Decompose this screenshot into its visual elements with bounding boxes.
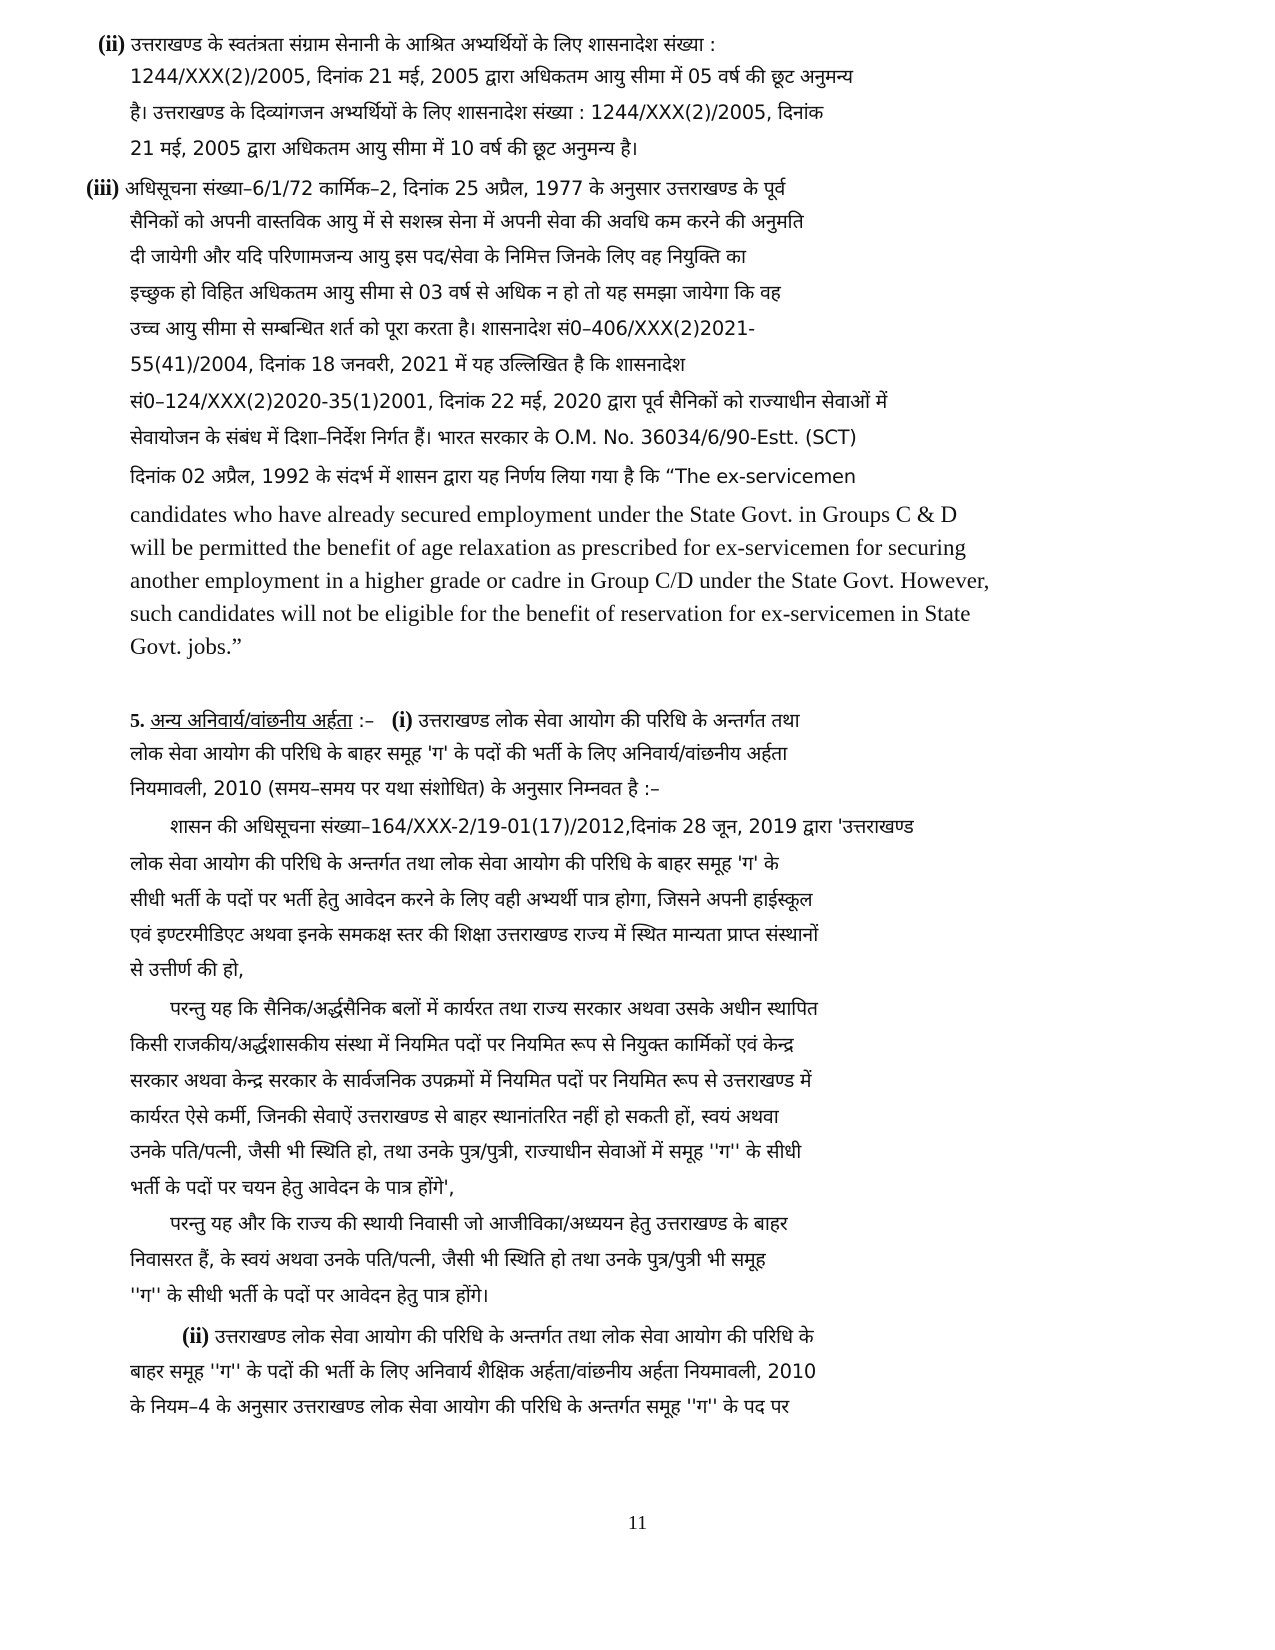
section-5-line-14: भर्ती के पदों पर चयन हेतु आवेदन के पात्र होंगे', [130,1176,455,1199]
para-iii-line-7: सं0–124/XXX(2)2020-35(1)2001, दिनांक 22 मई, 2020 द्वारा पूर्व सैनिकों को राज्याधीन सेवाओं में [130,390,888,413]
para-iii-line-2: सैनिकों को अपनी वास्तविक आयु में से सशस्त्र सेना में अपनी सेवा की अवधि कम करने की अनुमति [130,210,804,233]
para-ii-line-1 [98,28,1080,61]
item-marker-i: (i) [391,707,413,732]
para-iii-line-13: such candidates will not be eligible for the benefit of reservation for ex-servicemen in State [130,601,971,626]
para-iii-line-9: दिनांक 02 अप्रैल, 1992 के संदर्भ में शासन द्वारा यह निर्णय लिया गया है कि “The ex-servicemen [130,465,856,488]
para-iii-line-11: will be permitted the benefit of age relaxation as prescribed for ex-servicemen for securing [130,535,966,560]
para-ii-line-2: 1244/XXX(2)/2005, दिनांक 21 मई, 2005 द्वारा अधिकतम आयु सीमा में 05 वर्ष की छूट अनुमन्य [130,65,853,88]
para-iii-line-5: उच्च आयु सीमा से सम्बन्धित शर्त को पूरा करता है। शासनादेश सं0–406/XXX(2)2021- [130,317,755,340]
section-5-line-4: शासन की अधिसूचना संख्या–164/XXX-2/19-01(17)/2012,दिनांक 28 जून, 2019 द्वारा 'उत्तराखण्ड [170,815,914,838]
section-number: 5. [130,710,145,732]
para-ii-line-3: है। उत्तराखण्ड के दिव्यांगजन अभ्यर्थियों के लिए शासनादेश संख्या : 1244/XXX(2)/2005, दिनांक [130,101,824,124]
para-iii-line-10: candidates who have already secured employment under the State Govt. in Groups C & D [130,502,958,527]
section-5-ii-line-2: बाहर समूह ''ग'' के पदों की भर्ती के लिए अनिवार्य शैक्षिक अर्हता/वांछनीय अर्हता नियमावली, 2010 [130,1360,816,1383]
section-5-line-13: उनके पति/पत्नी, जैसी भी स्थिति हो, तथा उनके पुत्र/पुत्री, राज्याधीन सेवाओं में समूह ''ग'' के सीधी [130,1140,801,1163]
heading-suffix: :– [358,709,374,732]
section-5-line-12: कार्यरत ऐसे कर्मी, जिनकी सेवाऐं उत्तराखण्ड से बाहर स्थानांतरित नहीं हो सकती हों, स्वयं अथवा [130,1105,779,1128]
line-text: अधिसूचना संख्या–6/1/72 कार्मिक–2, दिनांक 25 अप्रैल, 1977 के अनुसार उत्तराखण्ड के पूर्व [124,177,786,200]
section-5-line-15: परन्तु यह और कि राज्य की स्थायी निवासी जो आजीविका/अध्ययन हेतु उत्तराखण्ड के बाहर [170,1212,788,1235]
para-iii-line-12: another employment in a higher grade or cadre in Group C/D under the State Govt. However, [130,568,990,593]
para-iii-line-14: Govt. jobs.” [130,634,242,659]
section-5-line-16: निवासरत हैं, के स्वयं अथवा उनके पति/पत्नी, जैसी भी स्थिति हो तथा उनके पुत्र/पुत्री भी समूह [130,1248,766,1271]
section-5-line-10: किसी राजकीय/अर्द्धशासकीय संस्था में नियमित पदों पर नियमित रूप से नियुक्त कार्मिकों एवं केन्द्र [130,1033,794,1056]
section-5-ii-line-3: के नियम–4 के अनुसार उत्तराखण्ड लोक सेवा आयोग की परिधि के अन्तर्गत समूह ''ग'' के पद पर [130,1395,789,1418]
section-5-heading-line [130,704,799,737]
section-5-line-5: लोक सेवा आयोग की परिधि के अन्तर्गत तथा लोक सेवा आयोग की परिधि के बाहर समूह 'ग' के [130,852,779,875]
para-ii-line-4: 21 मई, 2005 द्वारा अधिकतम आयु सीमा में 10 वर्ष की छूट अनुमन्य है। [130,137,638,160]
item-marker-iii: (iii) [86,175,119,200]
section-5-line-6: सीधी भर्ती के पदों पर भर्ती हेतु आवेदन करने के लिए वही अभ्यर्थी पात्र होगा, जिसने अपनी हाईस्कूल [130,888,813,911]
line-text: उत्तराखण्ड के स्वतंत्रता संग्राम सेनानी के आश्रित अभ्यर्थियों के लिए शासनादेश संख्या : [130,33,716,56]
item-marker-ii: (ii) [182,1323,209,1348]
section-heading: अन्य अनिवार्य/वांछनीय अर्हता [150,709,353,732]
line-text: उत्तराखण्ड लोक सेवा आयोग की परिधि के अन्तर्गत तथा [418,709,800,732]
para-iii-line-1 [86,172,785,205]
para-iii-line-6: 55(41)/2004, दिनांक 18 जनवरी, 2021 में यह उल्लिखित है कि शासनादेश [130,353,685,376]
line-text: उत्तराखण्ड लोक सेवा आयोग की परिधि के अन्तर्गत तथा लोक सेवा आयोग की परिधि के [214,1325,814,1348]
section-5-line-9: परन्तु यह कि सैनिक/अर्द्धसैनिक बलों में कार्यरत तथा राज्य सरकार अथवा उसके अधीन स्थापित [170,997,818,1020]
section-5-ii-line-1 [182,1320,813,1353]
section-5-line-17: ''ग'' के सीधी भर्ती के पदों पर आवेदन हेतु पात्र होंगे। [130,1284,489,1307]
page-number: 11 [627,1512,648,1534]
section-5-line-11: सरकार अथवा केन्द्र सरकार के सार्वजनिक उपक्रमों में नियमित पदों पर नियमित रूप से उत्तराखण्ड में [130,1069,812,1092]
section-5-line-2: लोक सेवा आयोग की परिधि के बाहर समूह 'ग' के पदों की भर्ती के लिए अनिवार्य/वांछनीय अर्हता [130,742,788,765]
para-iii-line-3: दी जायेगी और यदि परिणामजन्य आयु इस पद/सेवा के निमित्त जिनके लिए वह नियुक्ति का [130,245,746,268]
para-iii-line-8: सेवायोजन के संबंध में दिशा–निर्देश निर्गत हैं। भारत सरकार के O.M. No. 36034/6/90-Estt. (SCT) [130,426,857,449]
section-5-line-3: नियमावली, 2010 (समय–समय पर यथा संशोधित) के अनुसार निम्नवत है :– [130,777,660,800]
item-marker-ii: (ii) [98,31,125,56]
section-5-line-7: एवं इण्टरमीडिएट अथवा इनके समकक्ष स्तर की शिक्षा उत्तराखण्ड राज्य में स्थित मान्यता प्राप्त संस्थानों [130,923,818,946]
section-5-line-8: से उत्तीर्ण की हो, [130,958,244,981]
para-iii-line-4: इच्छुक हो विहित अधिकतम आयु सीमा से 03 वर्ष से अधिक न हो तो यह समझा जायेगा कि वह [130,281,781,304]
